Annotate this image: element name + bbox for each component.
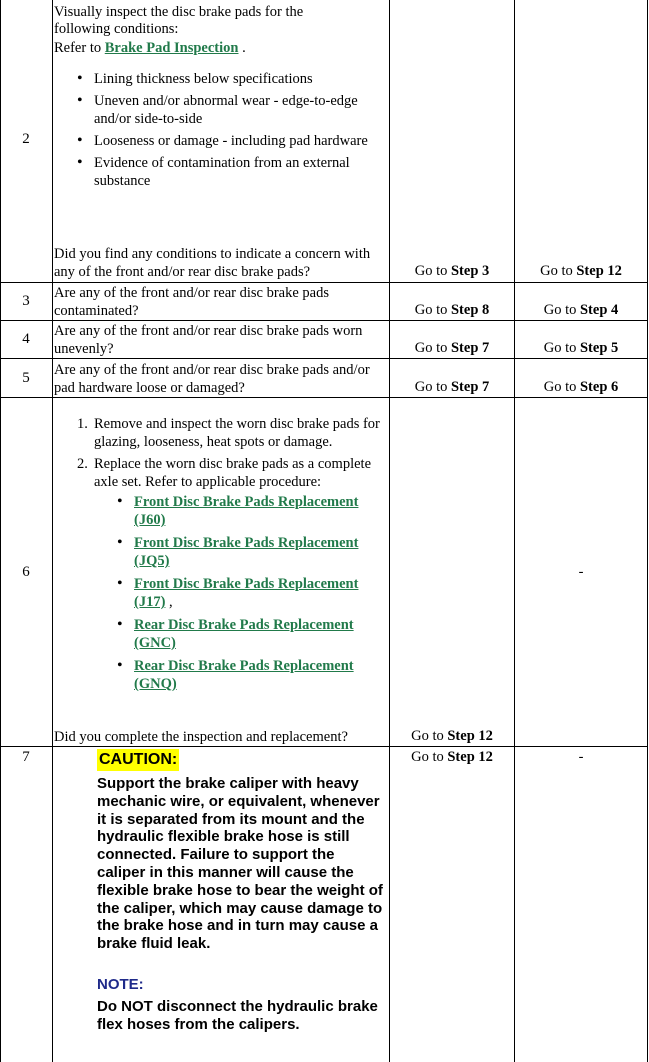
- no-prefix: Go to: [540, 263, 573, 279]
- condition-item: • Lining thickness below specifications: [54, 70, 388, 88]
- step-question: Are any of the front and/or rear disc brake pads worn unevenly?: [54, 323, 363, 357]
- no-step-link[interactable]: Step 4: [579, 302, 619, 318]
- yes-prefix: Go to: [414, 379, 448, 395]
- table-border-left: [0, 0, 1, 1062]
- yes-prefix: Go to: [411, 749, 444, 765]
- caution-label: CAUTION:: [97, 749, 179, 771]
- procedure-step: [54, 455, 388, 693]
- yes-action: [390, 263, 514, 280]
- yes-action: [390, 302, 514, 319]
- step-marker: 2.: [77, 456, 88, 472]
- procedure-link-item: [94, 616, 388, 652]
- row-divider: [0, 320, 648, 321]
- link-suffix: ,: [169, 594, 173, 610]
- step-marker: 1.: [77, 416, 88, 432]
- note-label: NOTE:: [97, 975, 144, 993]
- conditions-list: [54, 70, 388, 190]
- yes-prefix: Go to: [411, 728, 444, 744]
- caution-text: Support the brake caliper with heavy mechanic wire, or equivalent, whenever it is separated from its mount and the hydraulic flexible brake hose is still connected. Failure to support the caliper in this manner will cause the flexible brake hose to bear the weight of the caliper, which may cause damage to the brake hose and in turn may cause a brake fluid leak.: [97, 775, 383, 953]
- rear-pads-gnc-link[interactable]: Rear Disc Brake Pads Replacement (GNC): [134, 617, 354, 651]
- no-action: [515, 340, 647, 357]
- row-divider: [0, 746, 648, 747]
- step-number: 6: [22, 564, 30, 580]
- brake-pad-inspection-link[interactable]: Brake Pad Inspection: [104, 40, 239, 56]
- step-number: 4: [22, 331, 30, 347]
- refer-line: [54, 38, 388, 58]
- caution-block: [97, 749, 387, 1034]
- step-number: 2: [22, 131, 30, 147]
- table-border-right: [647, 0, 648, 1062]
- row-divider: [0, 282, 648, 283]
- procedure-step: [54, 415, 388, 451]
- step-2-instructions: [54, 4, 388, 194]
- no-step-link[interactable]: Step 5: [579, 340, 619, 356]
- step-question: Are any of the front and/or rear disc brake pads and/or pad hardware loose or damaged?: [54, 362, 370, 396]
- condition-item: • Uneven and/or abnormal wear - edge-to-edge and/or side-to-side: [54, 92, 388, 128]
- instruction-line: Visually inspect the disc brake pads for the: [54, 4, 304, 20]
- yes-step-link[interactable]: Step 3: [450, 263, 490, 279]
- step-number: 7: [22, 749, 30, 765]
- row-divider: [0, 397, 648, 398]
- yes-prefix: Go to: [414, 340, 448, 356]
- yes-action: [390, 379, 514, 396]
- step-text: Remove and inspect the worn disc brake pads for glazing, looseness, heat spots or damage.: [94, 416, 380, 450]
- yes-step-link[interactable]: Step 7: [450, 379, 490, 395]
- no-action: [515, 263, 647, 280]
- step-number: 3: [22, 293, 30, 309]
- step-question: Did you complete the inspection and replacement?: [54, 729, 348, 745]
- procedure-link-item: [94, 657, 388, 693]
- yes-prefix: Go to: [414, 263, 448, 279]
- front-pads-j60-link[interactable]: Front Disc Brake Pads Replacement (J60): [134, 494, 359, 528]
- procedure-link-item: [94, 575, 388, 611]
- condition-item: • Looseness or damage - including pad hardware: [54, 132, 388, 150]
- yes-prefix: Go to: [414, 302, 448, 318]
- instruction-line: following conditions:: [54, 21, 179, 37]
- refer-prefix: Refer to: [54, 40, 102, 56]
- yes-step-link[interactable]: Step 7: [450, 340, 490, 356]
- condition-item: • Evidence of contamination from an external substance: [54, 154, 388, 190]
- step-6-instructions: [54, 415, 388, 698]
- replacement-procedure-list: [94, 493, 388, 693]
- yes-step-link[interactable]: Step 12: [447, 728, 493, 744]
- yes-action: [390, 728, 514, 745]
- procedure-steps: [54, 415, 388, 693]
- no-action: [515, 302, 647, 319]
- yes-action: [390, 340, 514, 357]
- no-prefix: Go to: [543, 302, 577, 318]
- column-divider-no: [514, 0, 515, 1062]
- procedure-link-item: [94, 534, 388, 570]
- refer-suffix: .: [242, 40, 246, 56]
- no-action: -: [578, 749, 584, 765]
- step-number: 5: [22, 370, 30, 386]
- no-step-link[interactable]: Step 12: [576, 263, 622, 279]
- yes-step-link[interactable]: Step 8: [450, 302, 490, 318]
- rear-pads-gnq-link[interactable]: Rear Disc Brake Pads Replacement (GNQ): [134, 658, 354, 692]
- step-question: Did you find any conditions to indicate a concern with any of the front and/or rear disc brake pads?: [54, 246, 371, 280]
- row-divider: [0, 358, 648, 359]
- no-prefix: Go to: [543, 340, 577, 356]
- yes-action: [390, 749, 514, 766]
- no-action: -: [578, 564, 584, 580]
- note-text: Do NOT disconnect the hydraulic brake flex hoses from the calipers.: [97, 997, 378, 1033]
- column-divider-step: [52, 0, 53, 1062]
- procedure-link-item: [94, 493, 388, 529]
- step-text: Replace the worn disc brake pads as a complete axle set. Refer to applicable procedure:: [94, 456, 372, 490]
- no-prefix: Go to: [543, 379, 577, 395]
- front-pads-jq5-link[interactable]: Front Disc Brake Pads Replacement (JQ5): [134, 535, 359, 569]
- column-divider-yes: [389, 0, 390, 1062]
- yes-step-link[interactable]: Step 12: [447, 749, 493, 765]
- no-action: [515, 379, 647, 396]
- step-question: Are any of the front and/or rear disc brake pads contaminated?: [54, 285, 329, 319]
- front-pads-j17-link[interactable]: Front Disc Brake Pads Replacement (J17): [134, 576, 359, 610]
- no-step-link[interactable]: Step 6: [579, 379, 619, 395]
